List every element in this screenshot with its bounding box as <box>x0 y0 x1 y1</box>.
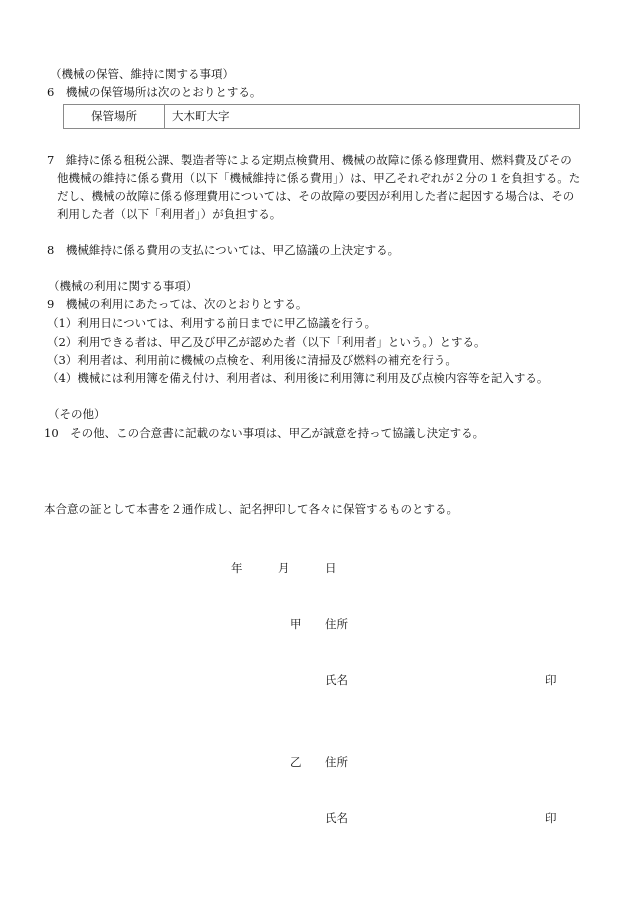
date-day: 日 <box>325 561 337 575</box>
storage-location-label: 保管場所 <box>64 105 165 128</box>
section-heading-storage: （機械の保管、維持に関する事項） <box>50 67 234 81</box>
item-9: 9 機械の利用にあたっては、次のとおりとする。 <box>47 297 308 311</box>
section-heading-other: （その他） <box>48 407 106 421</box>
party-b-label: 乙 <box>290 755 302 769</box>
party-a-name-label: 氏名 <box>325 673 348 687</box>
storage-location-table <box>63 104 580 129</box>
party-b-seal: 印 <box>545 811 557 825</box>
item-7-line-3: だし、機械の故障に係る修理費用については、その故障の要因が利用した者に起因する場合は、その <box>57 189 575 203</box>
storage-location-value: 大木町大字 <box>172 109 230 123</box>
party-a-label: 甲 <box>290 617 302 631</box>
date-month: 月 <box>278 561 290 575</box>
item-9-sub-2: （2）利用できる者は、甲乙及び甲乙が認めた者（以下「利用者」という。）とする。 <box>47 335 486 349</box>
date-year: 年 <box>231 561 243 575</box>
party-a-seal: 印 <box>545 673 557 687</box>
party-b-name-label: 氏名 <box>325 811 348 825</box>
item-9-sub-1: （1）利用日については、利用する前日までに甲乙協議を行う。 <box>47 316 377 330</box>
item-10: 10 その他、この合意書に記載のない事項は、甲乙が誠意を持って協議し決定する。 <box>44 426 485 440</box>
item-7-line-1: 7 維持に係る租税公課、製造者等による定期点検費用、機械の故障に係る修理費用、燃料費及びその <box>47 153 572 167</box>
item-9-sub-3: （3）利用者は、利用前に機械の点検を、利用後に清掃及び燃料の補充を行う。 <box>47 353 457 367</box>
item-9-sub-4: （4）機械には利用簿を備え付け、利用者は、利用後に利用簿に利用及び点検内容等を記入する。 <box>47 371 549 385</box>
item-7-line-2: 他機械の維持に係る費用（以下「機械維持に係る費用」）は、甲乙それぞれが２分の１を負担する。た <box>57 171 581 185</box>
item-6: 6 機械の保管場所は次のとおりとする。 <box>47 85 262 99</box>
section-heading-use: （機械の利用に関する事項） <box>48 279 198 293</box>
party-a-address-label: 住所 <box>325 617 348 631</box>
party-b-address-label: 住所 <box>325 755 348 769</box>
closing-statement: 本合意の証として本書を２通作成し、記名押印して各々に保管するものとする。 <box>44 502 458 516</box>
item-7-line-4: 利用した者（以下「利用者」）が負担する。 <box>57 207 282 221</box>
item-8: 8 機械維持に係る費用の支払については、甲乙協議の上決定する。 <box>47 243 400 257</box>
